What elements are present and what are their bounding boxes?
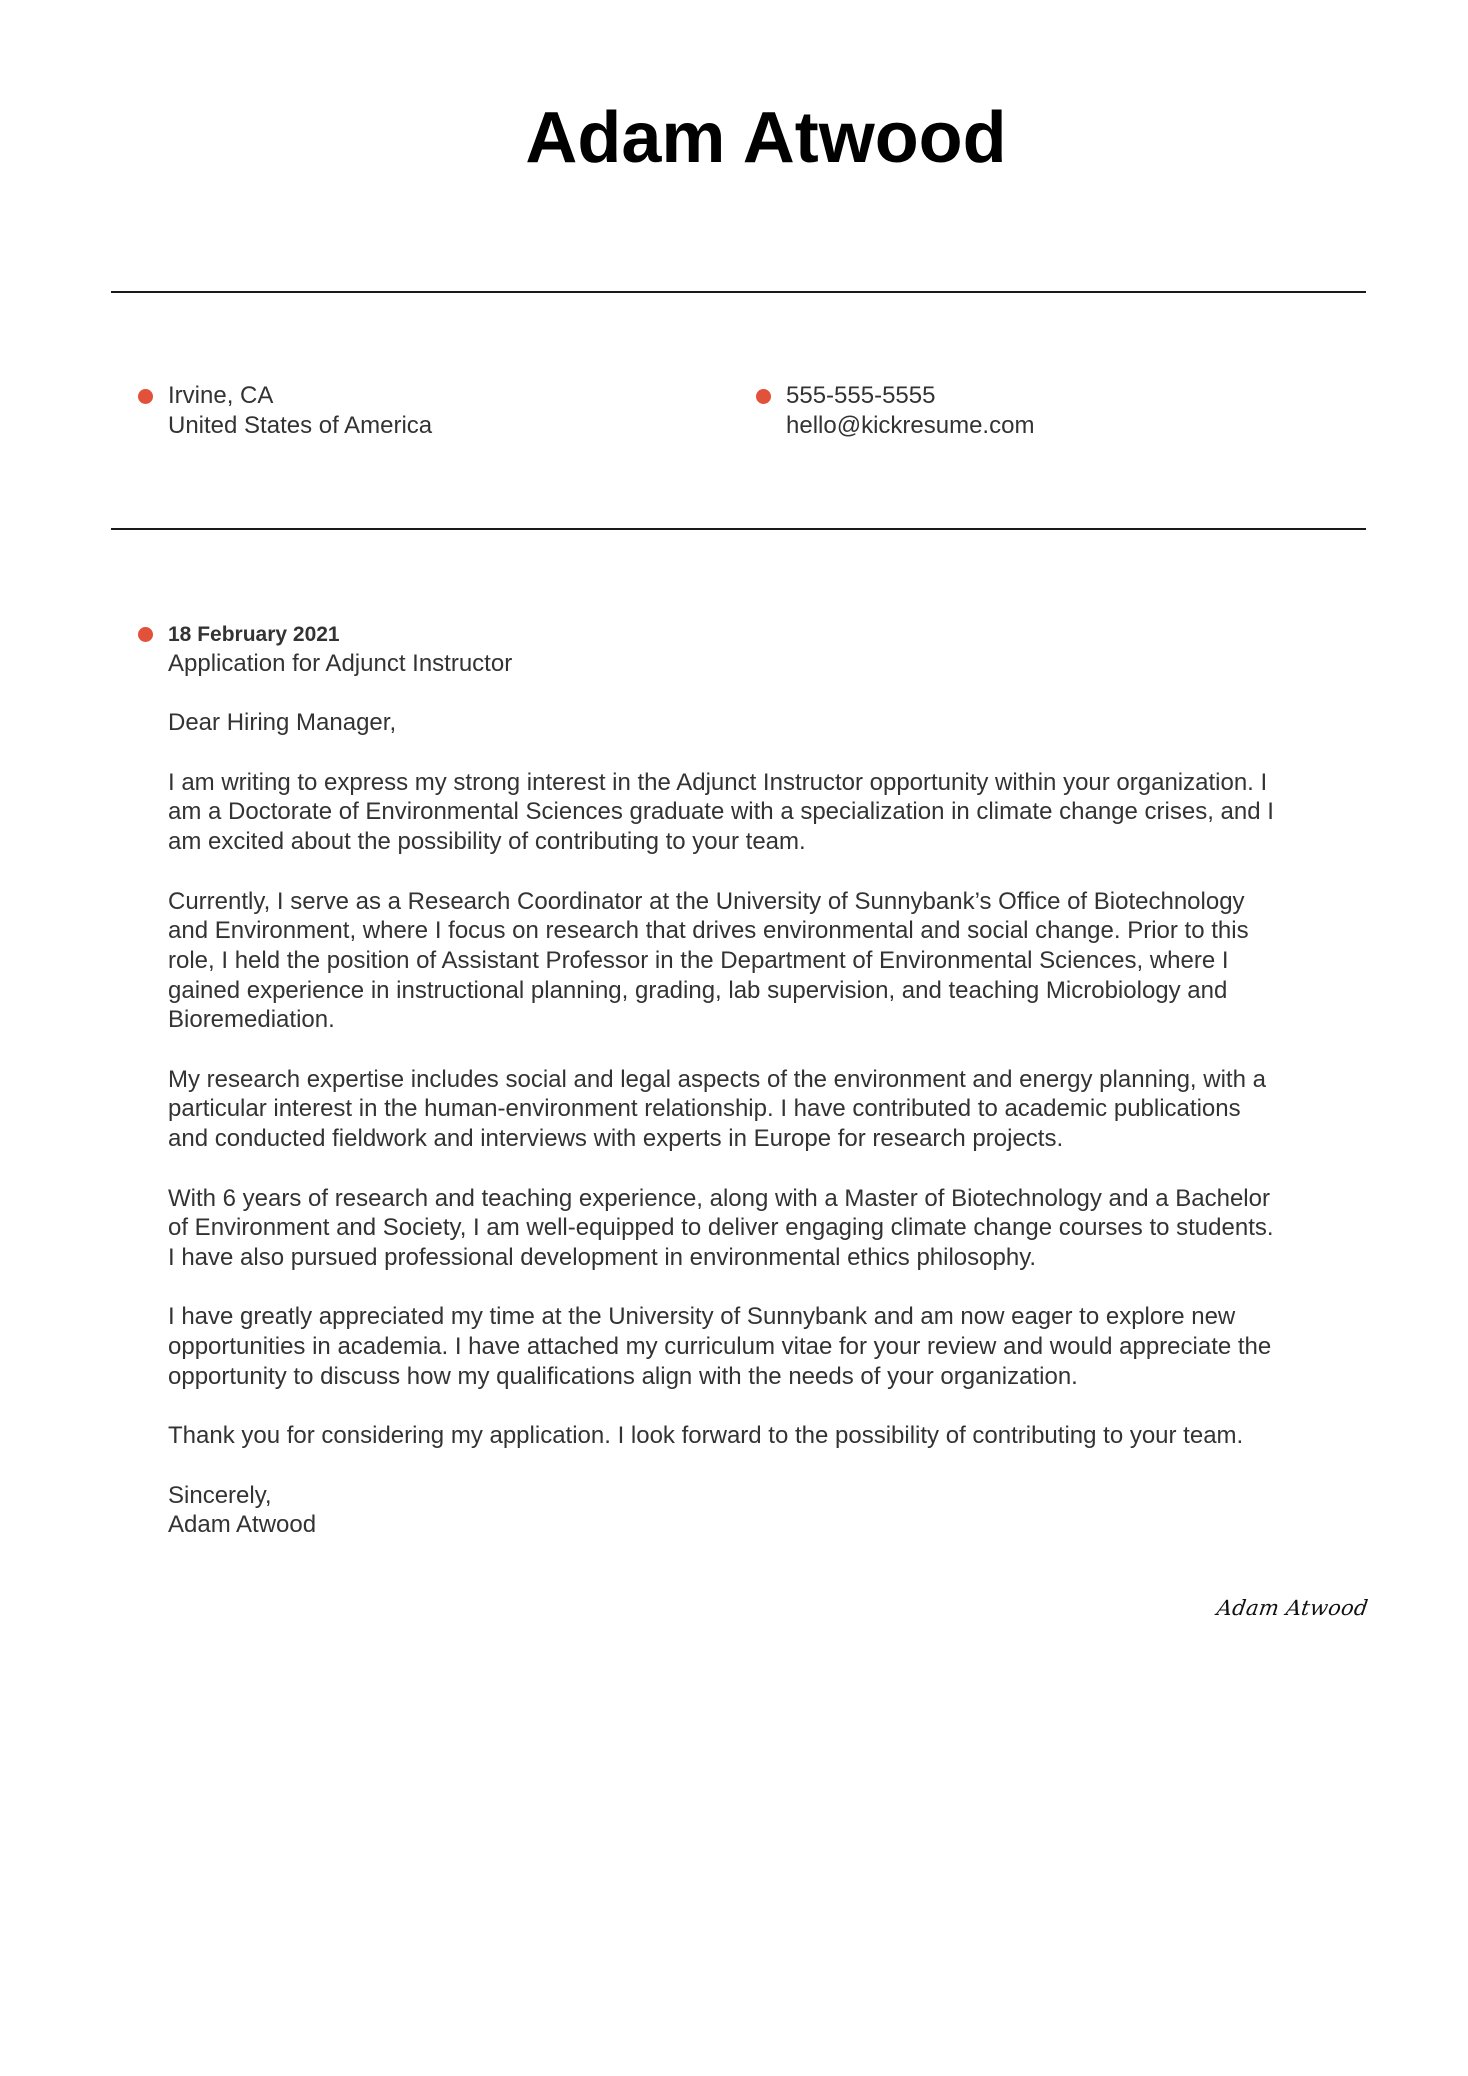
paragraph-line: am excited about the possibility of contributing to your team. xyxy=(168,828,806,856)
letter-date: 18 February 2021 xyxy=(168,623,340,646)
paragraph-line: I have greatly appreciated my time at the University of Sunnybank and am now eager to explore new xyxy=(168,1303,1236,1331)
paragraph-line: am a Doctorate of Environmental Sciences graduate with a specialization in climate change crises, and I xyxy=(168,798,1274,826)
email-address: hello@kickresume.com xyxy=(786,412,1035,439)
handwritten-signature: Adam Atwood xyxy=(1215,1596,1370,1620)
letter-salutation: Dear Hiring Manager, xyxy=(168,709,397,737)
letter-paragraph xyxy=(168,1184,1378,1273)
date-bullet-icon xyxy=(138,627,153,642)
letter-body xyxy=(168,649,1378,1570)
location-country: United States of America xyxy=(168,412,433,439)
closing-phrase: Sincerely, xyxy=(168,1481,272,1509)
location-bullet-icon xyxy=(138,389,153,404)
letter-paragraph xyxy=(168,1302,1378,1391)
paragraph-line: and conducted fieldwork and interviews with experts in Europe for research projects. xyxy=(168,1125,1064,1153)
location-city: Irvine, CA xyxy=(168,382,274,409)
phone-number: 555-555-5555 xyxy=(786,382,936,409)
closing-name: Adam Atwood xyxy=(168,1511,317,1539)
letter-paragraph xyxy=(168,887,1378,1036)
paragraph-line: and Environment, where I focus on research that drives environmental and social change. Prior to this xyxy=(168,917,1249,945)
paragraph-line: Currently, I serve as a Research Coordinator at the University of Sunnybank’s Office of Biotechnology xyxy=(168,887,1245,915)
paragraph-line: opportunities in academia. I have attached my curriculum vitae for your review and would appreciate the xyxy=(168,1333,1272,1361)
paragraph-line: gained experience in instructional planning, grading, lab supervision, and teaching Microbiology and xyxy=(168,976,1228,1004)
letter-subject: Application for Adjunct Instructor xyxy=(168,650,513,677)
letter-paragraph xyxy=(168,1421,1378,1451)
paragraph-line: Thank you for considering my application. I look forward to the possibility of contributing to your team. xyxy=(168,1422,1244,1450)
divider-top xyxy=(111,291,1366,293)
contact-bullet-icon xyxy=(756,389,771,404)
paragraph-line: Bioremediation. xyxy=(168,1006,335,1034)
paragraph-line: I have also pursued professional development in environmental ethics philosophy. xyxy=(168,1243,1037,1271)
letter-closing xyxy=(168,1481,1378,1540)
letter-paragraph xyxy=(168,1065,1378,1154)
paragraph-line: particular interest in the human-environment relationship. I have contributed to academic publications xyxy=(168,1095,1241,1123)
paragraph-line: With 6 years of research and teaching experience, along with a Master of Biotechnology and a Bachelor xyxy=(168,1184,1270,1212)
divider-bottom xyxy=(111,528,1366,530)
letter-paragraph xyxy=(168,768,1378,857)
paragraph-line: I am writing to express my strong interest in the Adjunct Instructor opportunity within your organization. I xyxy=(168,768,1268,796)
contact-block xyxy=(786,381,1034,441)
applicant-name: Adam Atwood xyxy=(525,98,1007,178)
paragraph-line: of Environment and Society, I am well-equipped to deliver engaging climate change courses to students. xyxy=(168,1214,1274,1242)
paragraph-line: opportunity to discuss how my qualifications align with the needs of your organization. xyxy=(168,1362,1078,1390)
location-block xyxy=(168,381,432,441)
paragraph-line: My research expertise includes social and legal aspects of the environment and energy planning, with a xyxy=(168,1065,1266,1093)
paragraph-line: role, I held the position of Assistant Professor in the Department of Environmental Sciences, where I xyxy=(168,946,1229,974)
